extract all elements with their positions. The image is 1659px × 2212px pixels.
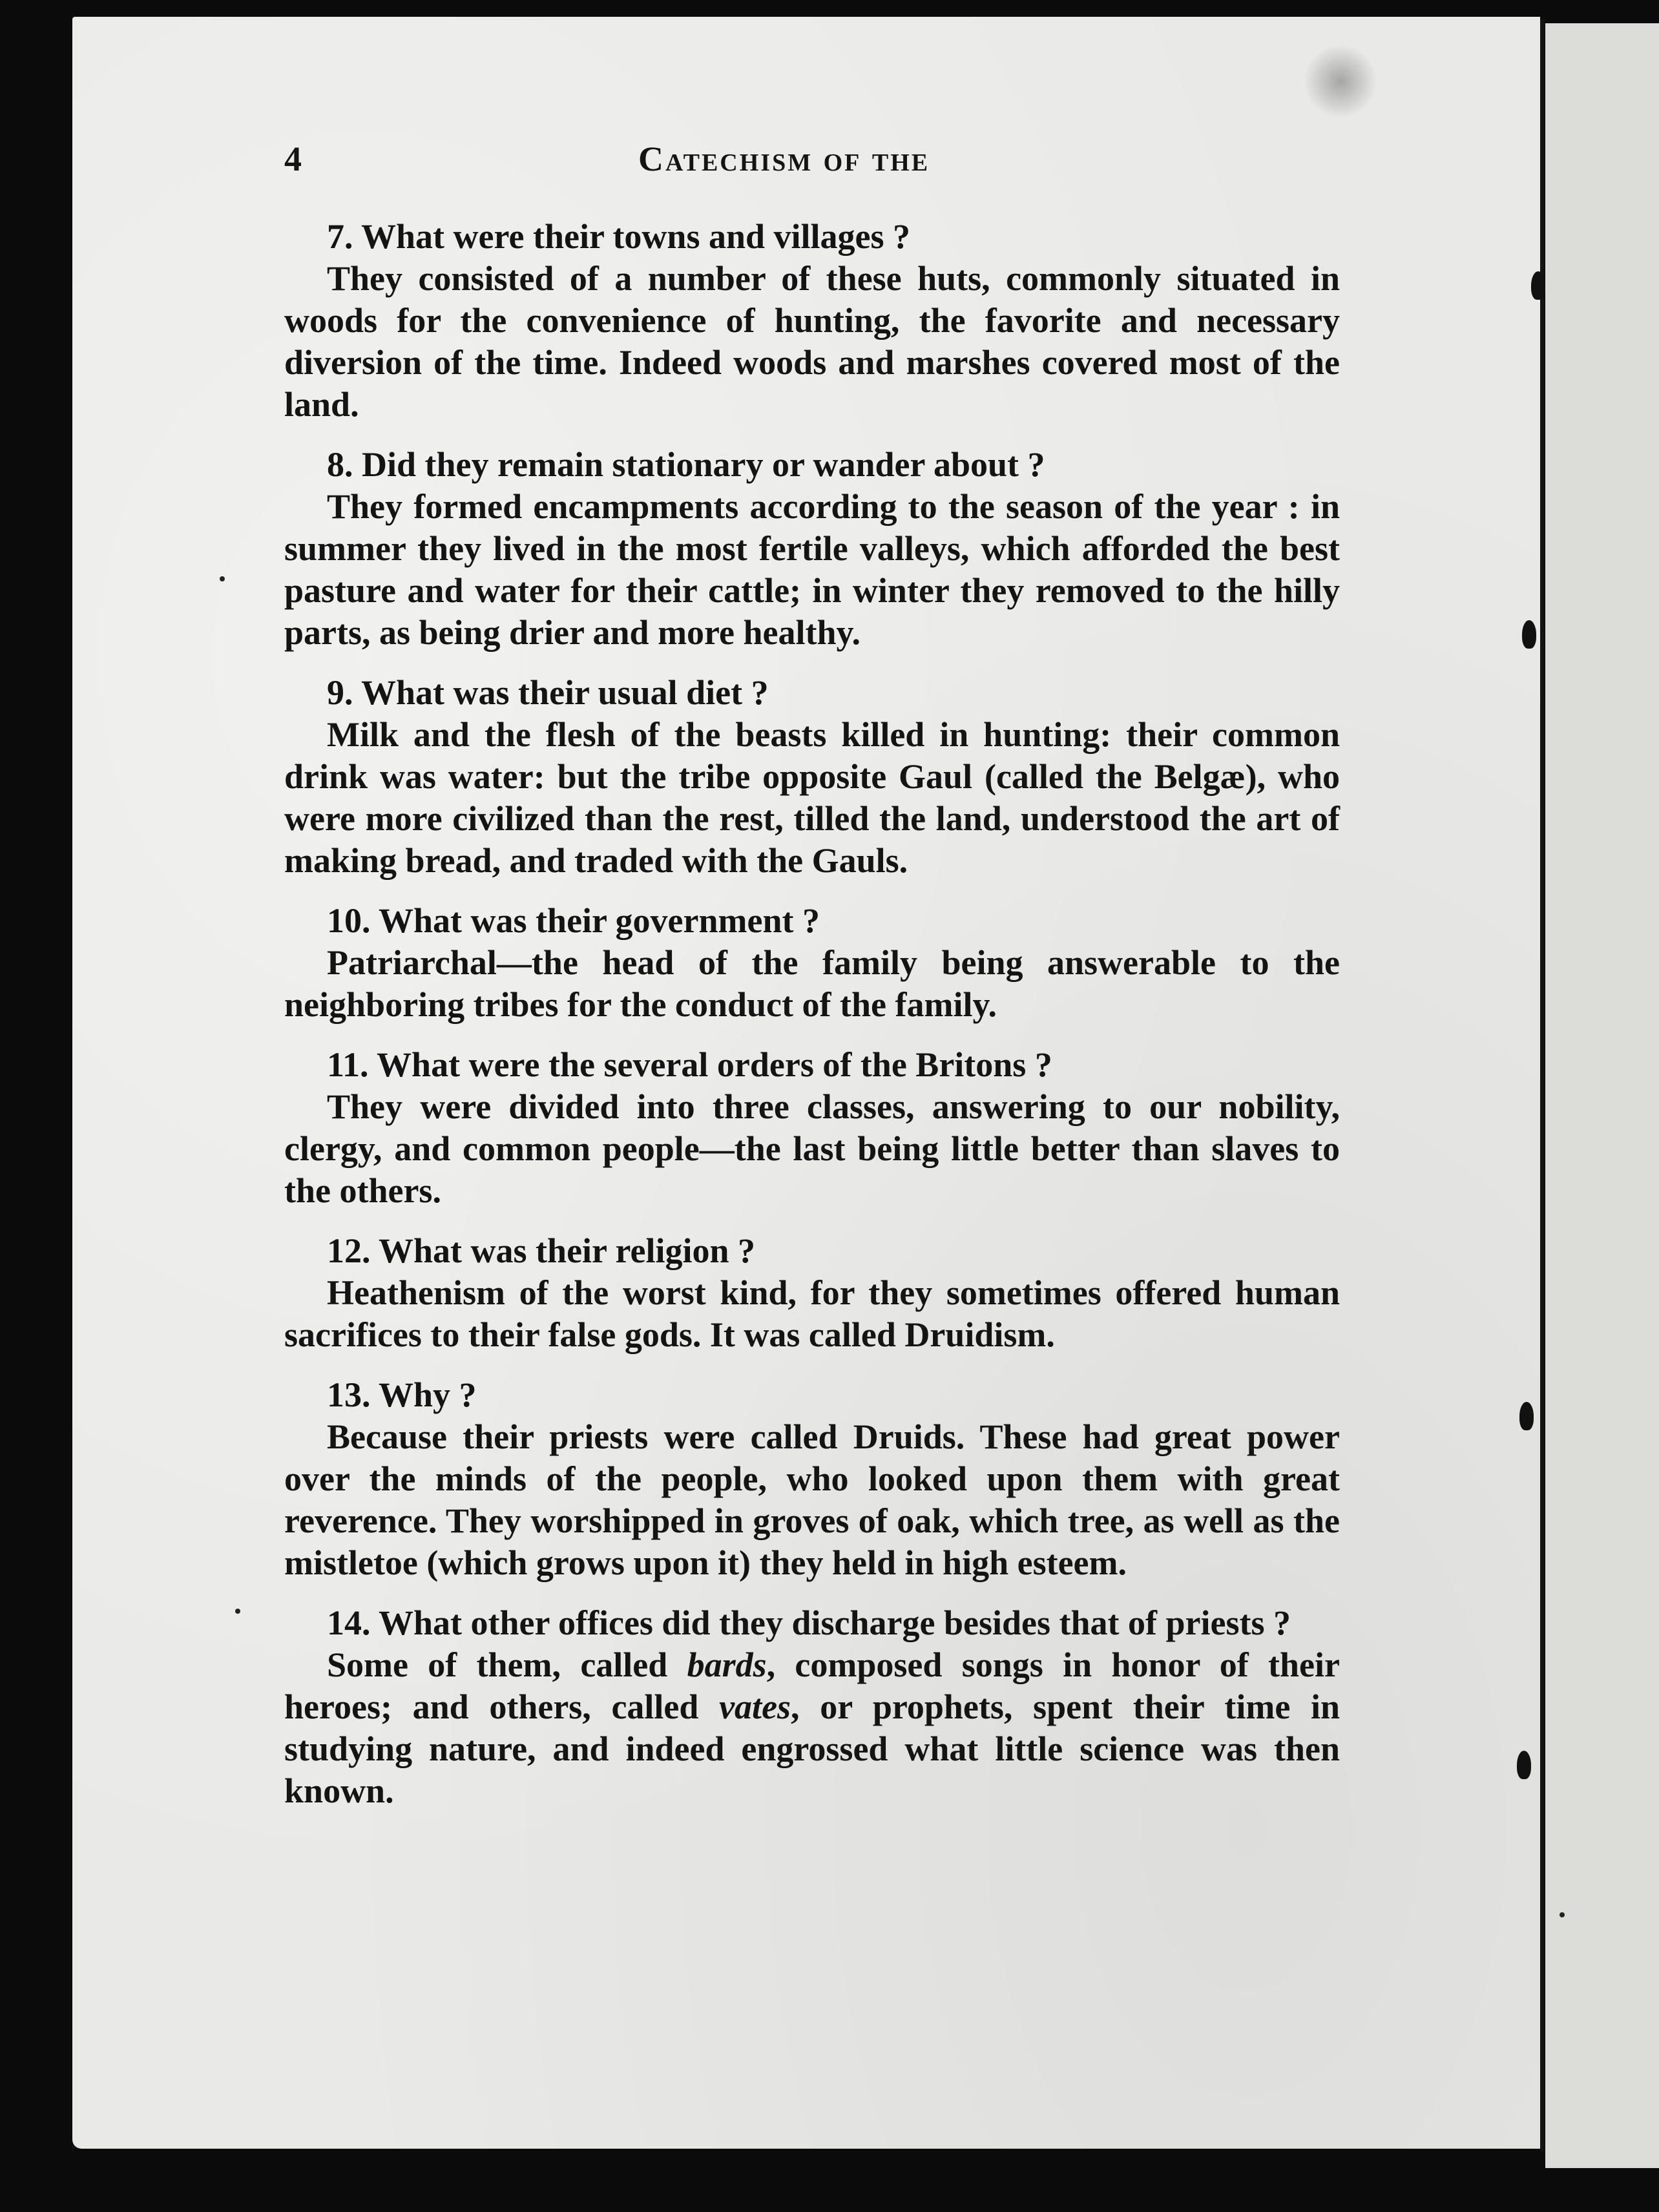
answer-text: Some of them, called — [327, 1645, 687, 1684]
binding-gutter — [1540, 19, 1544, 2151]
answer: They consisted of a number of these huts, commonly situated in woods for the convenience of hunting, the favorite and necessary diversion of the time. Indeed woods and marshes covered most of the land. — [284, 259, 1340, 424]
running-head — [284, 138, 1340, 181]
adjacent-page-edge — [1545, 23, 1659, 2168]
answer: They formed encampments according to the season of the year : in summer they lived in the most fertile valleys, which afforded the best pasture and water for their cattle; in winter they removed to the hilly parts, as being drier and more healthy. — [284, 487, 1340, 652]
running-title: Catechism of the — [638, 140, 930, 178]
catechism-entry — [284, 672, 1340, 882]
answer: Heathenism of the worst kind, for they sometimes offered human sacrifices to their false gods. It was called Druidism. — [284, 1273, 1340, 1354]
answer: Because their priests were called Druids. These had great power over the minds of the people, who looked upon them with great reverence. They worshipped in groves of oak, which tree, as well as the mistletoe (which grows upon it) they held in high esteem. — [284, 1417, 1340, 1582]
catechism-entry — [284, 1044, 1340, 1212]
catechism-entry — [284, 1602, 1340, 1812]
page-text — [284, 138, 1340, 1830]
answer-text: , composed songs in honor of their heroes; and others, called — [284, 1645, 1340, 1726]
ink-speck — [1560, 1912, 1565, 1917]
binding-stitch-mark — [1519, 1402, 1534, 1430]
question: 9. What was their usual diet ? — [327, 673, 769, 712]
question: 7. What were their towns and villages ? — [327, 217, 911, 256]
page-number: 4 — [284, 140, 302, 178]
catechism-entry — [284, 900, 1340, 1026]
binding-stitch-mark — [1531, 271, 1545, 300]
answer: Patriarchal—the head of the family being answerable to the neighboring tribes for the conduct of the family. — [284, 943, 1340, 1024]
question: 8. Did they remain stationary or wander about ? — [327, 445, 1045, 484]
italic-term: vates — [719, 1687, 791, 1726]
ink-smudge — [1305, 43, 1376, 120]
answer: They were divided into three classes, answering to our nobility, clergy, and common people—the last being little better than slaves to the others. — [284, 1087, 1340, 1210]
catechism-entry — [284, 216, 1340, 426]
question: 13. Why ? — [327, 1375, 477, 1414]
catechism-entry — [284, 444, 1340, 654]
answer: Milk and the flesh of the beasts killed in hunting: their common drink was water: but the tribe opposite Gaul (called the Belgæ), who were more civilized than the rest, tilled the land, understood the art of making bread, and traded with the Gauls. — [284, 715, 1340, 880]
binding-stitch-mark — [1517, 1751, 1531, 1779]
question: 10. What was their government ? — [327, 901, 820, 940]
catechism-entry — [284, 1230, 1340, 1356]
question: 12. What was their religion ? — [327, 1231, 756, 1270]
ink-speck — [235, 1609, 240, 1614]
binding-stitch-mark — [1522, 620, 1536, 649]
answer-text: , or prophets, spent their time in studying nature, and indeed engrossed what little science was then known. — [284, 1687, 1340, 1810]
catechism-entry — [284, 1374, 1340, 1584]
italic-term: bards — [687, 1645, 767, 1684]
ink-speck — [220, 576, 225, 581]
question: 14. What other offices did they discharge besides that of priests ? — [327, 1603, 1291, 1642]
answer — [284, 1644, 1340, 1812]
question: 11. What were the several orders of the Britons ? — [327, 1045, 1052, 1084]
